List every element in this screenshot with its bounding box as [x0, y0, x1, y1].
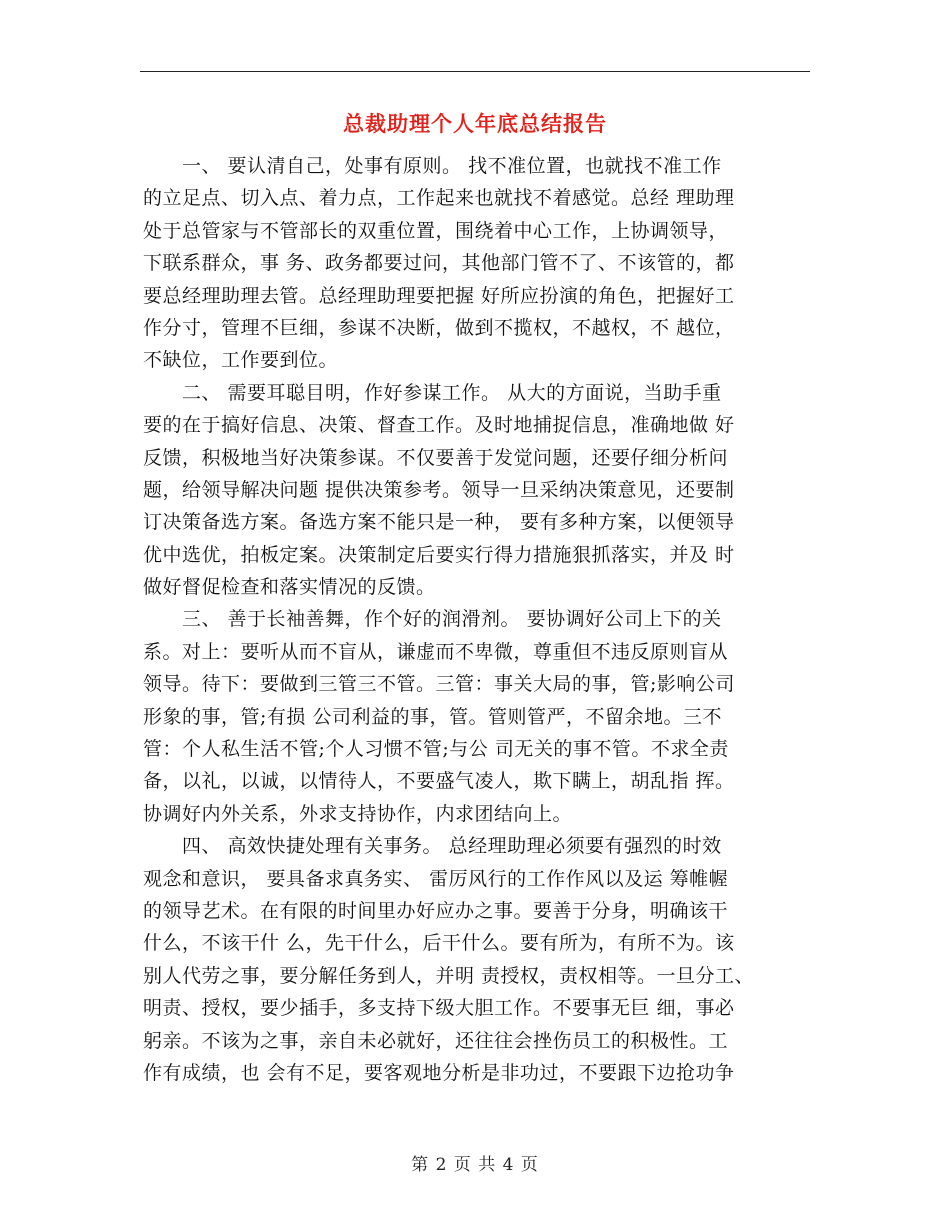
body-text-line: 要总经理助理去管。总经理助理要把握 好所应扮演的角色，把握好工: [143, 284, 735, 307]
body-text-line: 要的在于搞好信息、决策、督查工作。及时地捕捉信息，准确地做 好: [143, 414, 735, 437]
body-text-line: 形象的事，管;有损 公司利益的事，管。管则管严，不留余地。三不: [143, 705, 722, 728]
body-text-line: 作分寸，管理不巨细，参谋不决断，做到不揽权，不越权，不 越位，: [143, 316, 735, 339]
body-text-line: 做好督促检查和落实情况的反馈。: [143, 576, 436, 599]
header-rule: [140, 71, 810, 72]
document-body: [143, 150, 809, 1089]
body-text-line: 二、 需要耳聪目明，作好参谋工作。 从大的方面说，当助手重: [143, 381, 722, 404]
body-text-line: 反馈，积极地当好决策参谋。不仅要善于发觉问题，还要仔细分析问: [143, 446, 729, 469]
body-text-line: 明责、授权，要少插手，多支持下级大胆工作。不要事无巨 细，事必: [143, 997, 735, 1020]
body-text-line: 管：个人私生活不管;个人习惯不管;与公 司无关的事不管。不求全责: [143, 738, 729, 761]
body-text-line: 作有成绩，也 会有不足，要客观地分析是非功过，不要跟下边抢功争: [143, 1061, 735, 1084]
body-text-line: 什么，不该干什 么，先干什么，后干什么。要有所为，有所不为。该: [143, 932, 735, 955]
body-text-line: 三、 善于长袖善舞，作个好的润滑剂。 要协调好公司上下的关: [143, 608, 722, 631]
body-text-line: 四、 高效快捷处理有关事务。 总经理助理必须要有强烈的时效: [143, 835, 722, 858]
body-text-line: 优中选优，拍板定案。决策制定后要实行得力措施狠抓落实，并及 时: [143, 543, 735, 566]
body-text-line: 一、 要认清自己，处事有原则。 找不准位置，也就找不准工作: [143, 155, 722, 177]
body-text-line: 的立足点、切入点、着力点，工作起来也就找不着感觉。总经 理助理: [143, 187, 735, 210]
body-text-line: 领导。待下：要做到三管三不管。三管：事关大局的事，管;影响公司: [143, 673, 735, 696]
body-text-line: 不缺位，工作要到位。: [143, 349, 339, 372]
body-text-line: 别人代劳之事，要分解任务到人，并明 责授权，责权相等。一旦分工、: [143, 964, 755, 987]
body-text-line: 题，给领导解决问题 提供决策参考。领导一旦采纳决策意见，还要制: [143, 478, 735, 501]
body-text-line: 协调好内外关系，外求支持协作，内求团结向上。: [143, 802, 573, 825]
body-text-line: 观念和意识， 要具备求真务实、 雷厉风行的工作作风以及运 筹帷幄: [143, 867, 729, 890]
body-text-line: 备，以礼，以诚，以情待人，不要盛气凌人，欺下瞒上，胡乱指 挥。: [143, 770, 735, 793]
body-text-line: 系。对上：要听从而不盲从，谦虚而不卑微，尊重但不违反原则盲从: [143, 640, 729, 663]
body-text-line: 订决策备选方案。备选方案不能只是一种， 要有多种方案，以便领导: [143, 511, 735, 534]
body-text-line: 下联系群众，事 务、政务都要过问，其他部门管不了、不该管的，都: [143, 252, 735, 275]
body-text-line: 的领导艺术。在有限的时间里办好应办之事。要善于分身，明确该干: [143, 899, 729, 922]
page-footer: 第 2 页 共 4 页: [411, 1155, 539, 1175]
document-title: 总裁助理个人年底总结报告: [343, 111, 607, 136]
body-text-line: 处于总管家与不管部长的双重位置，围绕着中心工作，上协调领导，: [143, 219, 729, 242]
body-text-line: 躬亲。不该为之事，亲自未必就好，还往往会挫伤员工的积极性。工: [143, 1029, 729, 1052]
